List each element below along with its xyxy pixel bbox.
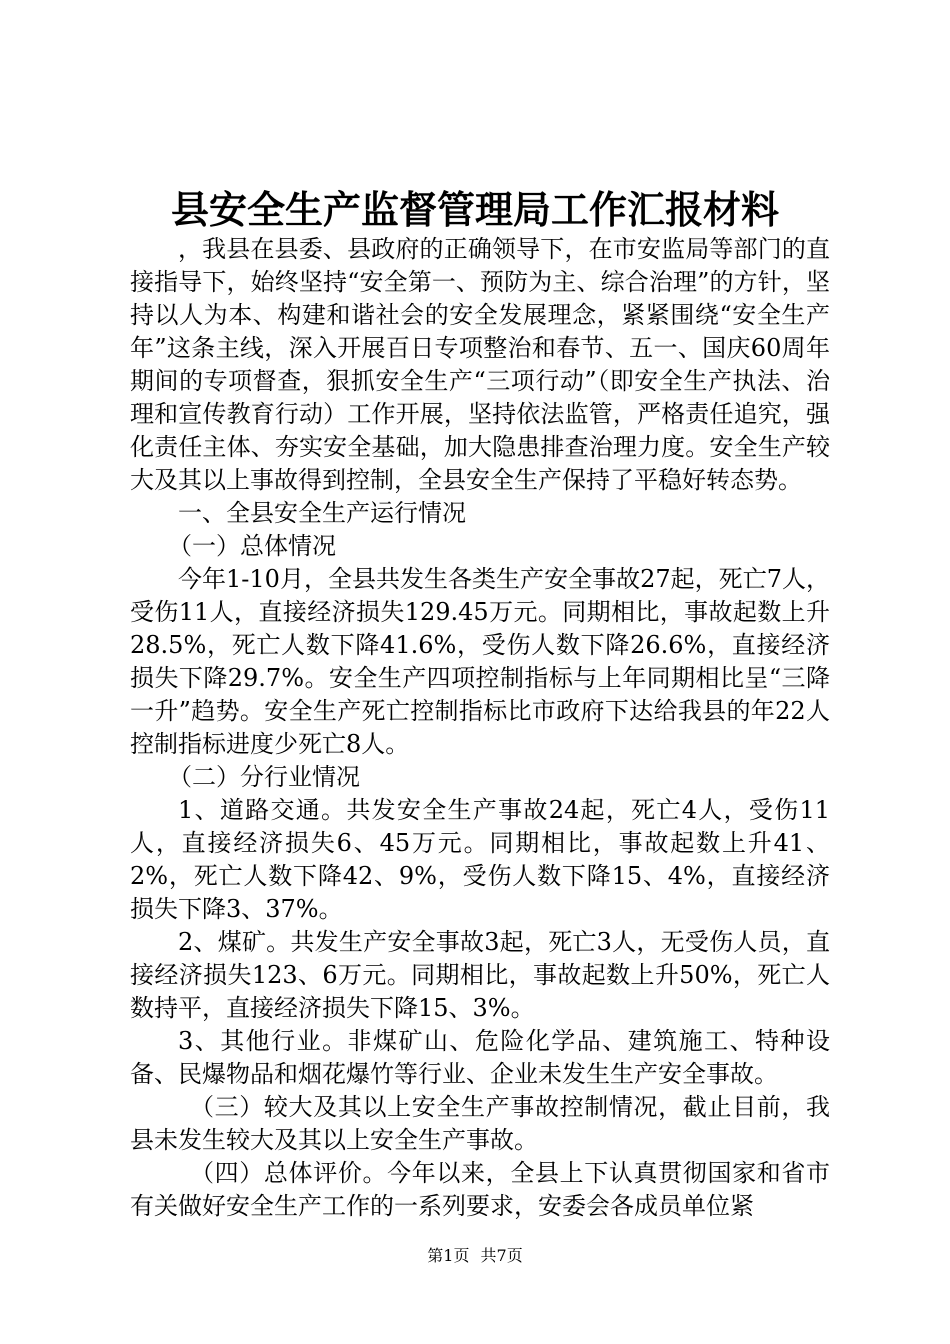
intro-paragraph: ，我县在县委、县政府的正确领导下，在市安监局等部门的直接指导下，始终坚持“安全第一、预防为主、综合治理”的方针，坚持以人为本、构建和谐社会的安全发展理念，紧紧围绕“安全生产年”这条主线，深入开展百日专项整治和春节、五一、国庆60周年期间的专项督查，狠抓安全生产“三项行动”（即安全生产执法、治理和宣传教育行动）工作开展，坚持依法监管，严格责任追究，强化责任主体、夯实安全基础，加大隐患排查治理力度。安全生产较大及其以上事故得到控制，全县安全生产保持了平稳好转态势。	[130, 235, 830, 494]
document-title: 县安全生产监督管理局工作汇报材料	[170, 187, 779, 232]
major-accident-paragraph: （三）较大及其以上安全生产事故控制情况，截止目前，我县未发生较大及其以上安全生产事故。	[130, 1093, 830, 1154]
subsection-heading-industry: （二）分行业情况	[168, 763, 360, 791]
overall-paragraph: 今年1-10月，全县共发生各类生产安全事故27起，死亡7人，受伤11人，直接经济损失129.45万元。同期相比，事故起数上升28.5%，死亡人数下降41.6%，受伤人数下降26.6%，直接经济损失下降29.7%。安全生产四项控制指标与上年同期相比呈“三降一升”趋势。安全生产死亡控制指标比市政府下达给我县的年22人控制指标进度少死亡8人。	[130, 565, 830, 758]
other-industry-paragraph: 3、其他行业。非煤矿山、危险化学品、建筑施工、特种设备、民爆物品和烟花爆竹等行业、企业未发生生产安全事故。	[130, 1027, 830, 1088]
coal-mine-paragraph: 2、煤矿。共发生产安全事故3起，死亡3人，无受伤人员，直接经济损失123、6万元。同期相比，事故起数上升50%，死亡人数持平，直接经济损失下降15、3%。	[130, 928, 830, 1022]
section-heading-1: 一、全县安全生产运行情况	[178, 499, 466, 527]
page-number: 第1页	[427, 1246, 470, 1265]
document-body	[130, 233, 830, 1223]
page-total: 共7页	[480, 1246, 523, 1265]
page-footer	[0, 1246, 950, 1266]
subsection-heading-overall: （一）总体情况	[168, 532, 336, 560]
road-traffic-paragraph: 1、道路交通。共发安全生产事故24起，死亡4人，受伤11人，直接经济损失6、45万元。同期相比，事故起数上升41、2%，死亡人数下降42、9%，受伤人数下降15、4%，直接经济损失下降3、37%。	[130, 796, 830, 923]
evaluation-paragraph: （四）总体评价。今年以来，全县上下认真贯彻国家和省市有关做好安全生产工作的一系列要求，安委会各成员单位紧	[130, 1159, 830, 1220]
